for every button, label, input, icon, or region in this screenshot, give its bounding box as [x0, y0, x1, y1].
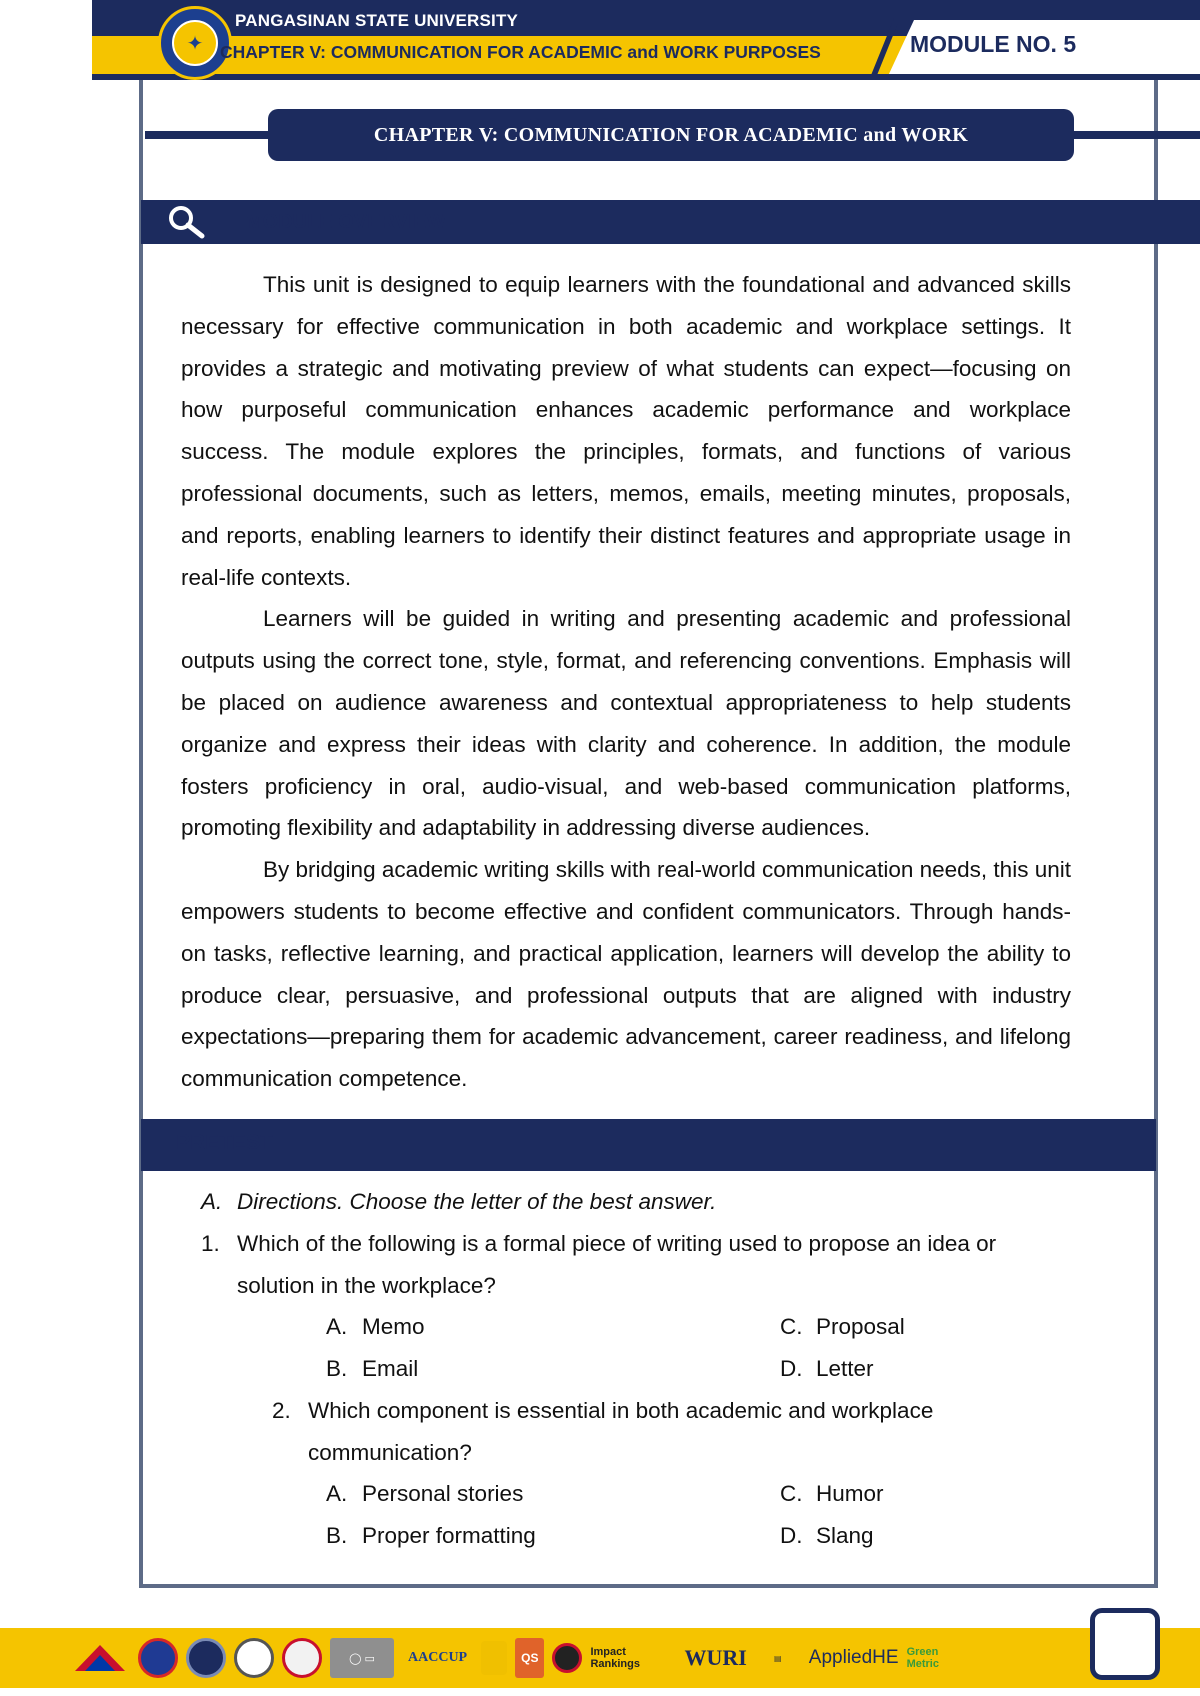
- question-number: 2.: [272, 1398, 291, 1423]
- agency-seal-icon: [234, 1638, 274, 1678]
- question-1-continued: solution in the workplace?: [237, 1273, 496, 1298]
- question-2-continued: communication?: [308, 1440, 472, 1465]
- answer-option: [780, 1356, 874, 1382]
- overview-heading: MODULE OVERVIEW: [246, 211, 446, 233]
- option-letter: B.: [326, 1356, 348, 1381]
- option-letter: A.: [326, 1481, 348, 1506]
- directions-text: Directions. Choose the letter of the best answer.: [237, 1189, 717, 1214]
- option-text: Proper formatting: [362, 1523, 536, 1548]
- option-text: Email: [362, 1356, 419, 1381]
- question-text: Which of the following is a formal piece of writing used to propose an idea or: [237, 1231, 997, 1256]
- pretest-heading: PRETEST: [176, 1131, 273, 1154]
- option-letter: C.: [780, 1481, 803, 1506]
- answer-option: [326, 1523, 536, 1549]
- module-number: MODULE NO. 5: [910, 31, 1077, 57]
- search-icon: [166, 204, 208, 240]
- appliedhe-logo: AppliedHE: [808, 1647, 899, 1668]
- chapter-banner: [268, 109, 1074, 161]
- question-text: Which component is essential in both academic and workplace: [308, 1398, 934, 1423]
- wuri-logo: WURI: [684, 1645, 747, 1670]
- accreditation-logos: [70, 1636, 955, 1680]
- certification-badge-icon: [481, 1641, 507, 1675]
- question-2: [272, 1398, 933, 1424]
- answer-option: [780, 1314, 905, 1340]
- option-text: Memo: [362, 1314, 425, 1339]
- question-number: 1.: [201, 1231, 220, 1256]
- option-text: Letter: [816, 1356, 874, 1381]
- option-letter: D.: [780, 1356, 803, 1381]
- answer-option: [780, 1523, 874, 1549]
- chapter-banner-title: CHAPTER V: COMMUNICATION FOR ACADEMIC and WORK: [373, 123, 969, 146]
- header-chapter-title: CHAPTER V: COMMUNICATION FOR ACADEMIC and WORK PURPOSES: [220, 42, 821, 62]
- the-logo-icon: [552, 1643, 582, 1673]
- option-text: Proposal: [816, 1314, 905, 1339]
- page-number-box: [1090, 1608, 1160, 1680]
- option-text: Personal stories: [362, 1481, 524, 1506]
- university-seal-icon: ✦: [158, 6, 232, 80]
- qs-logo: QS: [515, 1638, 544, 1678]
- option-letter: B.: [326, 1523, 348, 1548]
- option-letter: C.: [780, 1314, 803, 1339]
- answer-option: [326, 1356, 418, 1382]
- overview-paragraph: Learners will be guided in writing and presenting academic and professional outputs using the correct tone, style, format, and referencing conventions. Emphasis will be placed on audience awareness and contextual appropriateness to help students organize and express their ideas with clarity and coherence. In addition, the module fosters proficiency in oral, audio-visual, and web-based communication platforms, promoting flexibility and adaptability in addressing diverse audiences.: [181, 606, 1071, 841]
- directions: [201, 1189, 716, 1215]
- overview-paragraph: By bridging academic writing skills with real-world communication needs, this unit empowers students to become effective and confident communicators. Through hands-on tasks, reflective learning, and practical application, learners will develop the ability to produce clear, persuasive, and professional outputs that are aligned with industry expectations—preparing them for academic advancement, career readiness, and lifelong communication competence.: [181, 857, 1071, 1092]
- option-text: Slang: [816, 1523, 874, 1548]
- answer-option: [326, 1481, 523, 1507]
- answer-option: [780, 1481, 884, 1507]
- directions-marker: A.: [201, 1189, 223, 1214]
- university-name: PANGASINAN STATE UNIVERSITY: [235, 11, 519, 30]
- answer-option: [326, 1314, 425, 1340]
- iso-logo-icon: ◯ ▭: [330, 1638, 394, 1678]
- chapter-rule-left: [145, 131, 270, 139]
- pretest-section-bar: [141, 1119, 1156, 1171]
- question-1: [201, 1231, 996, 1257]
- option-letter: D.: [780, 1523, 803, 1548]
- bagong-pilipinas-logo-icon: [70, 1638, 130, 1678]
- greenmetric-logo: Green Metric: [906, 1646, 939, 1670]
- ched-seal-icon: [186, 1638, 226, 1678]
- wuri-caption-icon: ▤: [774, 1653, 782, 1663]
- option-letter: A.: [326, 1314, 348, 1339]
- aaccup-logo: AACCUP: [408, 1650, 468, 1665]
- asean-logo-icon: [138, 1638, 178, 1678]
- quality-seal-icon: [282, 1638, 322, 1678]
- impact-rankings-logo: Impact Rankings: [590, 1646, 640, 1670]
- option-text: Humor: [816, 1481, 884, 1506]
- overview-body: [181, 264, 1071, 1100]
- overview-paragraph: This unit is designed to equip learners with the foundational and advanced skills necessary for effective communication in both academic and workplace settings. It provides a strategic and motivating preview of what students can expect—focusing on how purposeful communication enhances academic performance and workplace success. The module explores the principles, formats, and functions of various professional documents, such as letters, memos, emails, meeting minutes, proposals, and reports, enabling learners to identify their distinct features and appropriate usage in real-life contexts.: [181, 272, 1071, 590]
- chapter-rule-right: [1070, 131, 1200, 139]
